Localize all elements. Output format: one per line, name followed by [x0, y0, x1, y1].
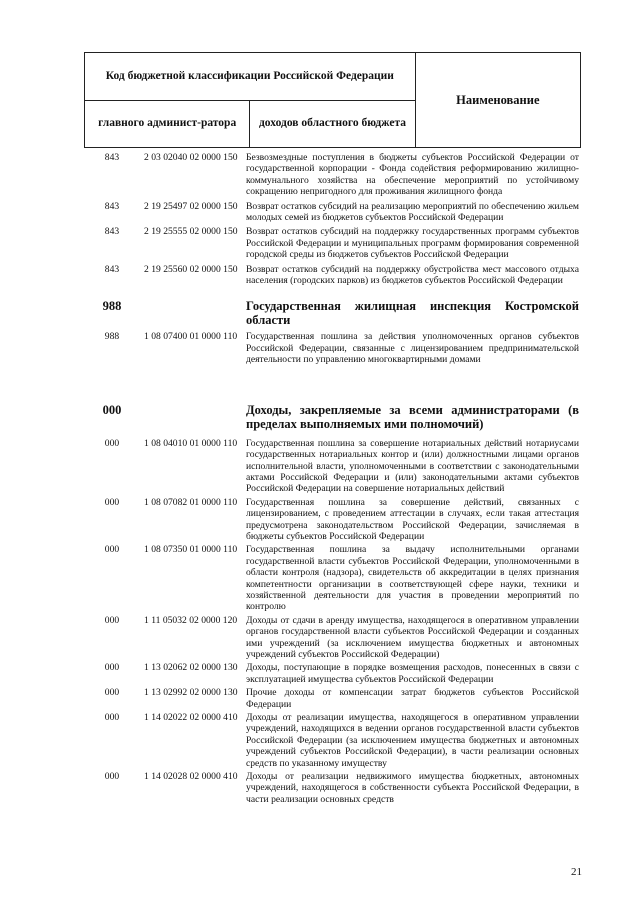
- group-heading: Доходы, закрепляемые за всеми администраторами (в пределах выполняемых ими полномочий): [246, 402, 579, 431]
- budget-code: [140, 299, 246, 327]
- row-name: Государственная пошлина за действия уполномоченных органов субъектов Российской Федерации, связанные с лицензированием предпринимательской деятельности по управлению многоквартирными домами: [246, 331, 579, 366]
- budget-code: 1 08 07082 01 0000 110: [144, 496, 238, 508]
- row-name: Доходы от сдачи в аренду имущества, находящегося в оперативном управлении органов государственной власти субъектов Российской Федерации и созданных ими учреждений (за исключением имущества бюджетных и автономных учреждений субъектов Российской Федерации): [246, 614, 579, 660]
- table-row: [84, 264, 581, 287]
- table-row: [84, 662, 581, 685]
- row-name: Доходы, поступающие в порядке возмещения расходов, понесенных в связи с эксплуатацией имущества субъектов Российской Федерации: [246, 662, 579, 685]
- budget-code: 1 08 04010 01 0000 110: [144, 437, 238, 449]
- admin-code: 000: [104, 544, 120, 556]
- row-name: Доходы от реализации недвижимого имущества бюджетных, автономных учреждений, находящегося в собственности субъекта Российской Федерации, в части реализации основных средств: [246, 771, 579, 805]
- table-row: [84, 615, 581, 661]
- kod-header: Код бюджетной классификации Российской Федерации: [85, 53, 416, 101]
- budget-code: 1 13 02062 02 0000 130: [144, 662, 238, 674]
- row-name: Государственная пошлина за совершение действий, связанных с лицензированием, с проведением аттестации в случаях, если такая аттестация предусмотрена законодательством Российской Федерации, зачисляемая в бюджеты субъектов Российской Федерации: [246, 496, 579, 542]
- budget-code: 1 13 02992 02 0000 130: [144, 687, 238, 699]
- admin-code: 843: [104, 200, 120, 212]
- table-row: [84, 226, 581, 260]
- row-name: Государственная пошлина за совершение нотариальных действий нотариусами государственных нотариальных контор и (или) должностными лицами органов исполнительной власти, уполномоченными в соответствии с законодательными актами Российской Федерации и (или) законодательными актами субъектов Российской Федерации на совершение нотариальных действий: [246, 437, 579, 495]
- admin-code: 000: [104, 771, 120, 783]
- name-header: Наименование: [415, 53, 580, 148]
- budget-code: 2 19 25497 02 0000 150: [144, 200, 238, 212]
- budget-code: [140, 403, 246, 431]
- budget-code: 2 03 02040 02 0000 150: [144, 152, 238, 163]
- row-name: Безвозмездные поступления в бюджеты субъектов Российской Федерации от государственной корпорации - Фонда содействия реформированию жилищно-коммунального хозяйства на обеспечение мероприятий по устойчивому сокращению непригодного для проживания жилищного фонда: [246, 152, 579, 198]
- admin-code: 988: [104, 331, 120, 343]
- table-row: [84, 438, 581, 495]
- admin-code: 843: [104, 152, 120, 163]
- row-name: Доходы от реализации имущества, находящегося в оперативном управлении учреждений, находящихся в ведении органов государственной власти субъектов Российской Федерации (за исключением имущества бюджетных и автономных учреждений субъектов Российской Федерации), в части реализации основных средств по указанному имуществу: [246, 712, 579, 769]
- group-heading-row: [84, 403, 581, 431]
- budget-code: 1 14 02022 02 0000 410: [144, 712, 238, 724]
- row-name: Возврат остатков субсидий на поддержку государственных программ субъектов Российской Федерации и муниципальных программ формирования современной городской среды из бюджетов субъектов Российской Федерации: [246, 226, 579, 261]
- group-heading: Государственная жилищная инспекция Костромской области: [246, 299, 579, 328]
- admin-code: 843: [104, 226, 120, 238]
- admin-code: 000: [104, 614, 120, 626]
- admin-code: 000: [104, 496, 120, 508]
- table-row: [84, 201, 581, 224]
- admin-header: главного админист-ратора: [85, 100, 250, 148]
- admin-code: 000: [102, 402, 122, 417]
- budget-code: 1 08 07400 01 0000 110: [144, 331, 238, 343]
- table-row: [84, 497, 581, 543]
- admin-code: 000: [104, 437, 120, 449]
- budget-code: 2 19 25560 02 0000 150: [144, 263, 238, 275]
- admin-code: 988: [102, 299, 122, 314]
- row-name: Прочие доходы от компенсации затрат бюджетов субъектов Российской Федерации: [246, 687, 579, 710]
- admin-code: 000: [104, 662, 120, 674]
- row-name: Возврат остатков субсидий на поддержку обустройства мест массового отдыха населения (городских парков) из бюджетов субъектов Российской Федерации: [246, 263, 579, 287]
- admin-code: 000: [104, 712, 120, 724]
- table-row: [84, 331, 581, 365]
- budget-code: 1 08 07350 01 0000 110: [144, 544, 238, 556]
- header-table: [84, 52, 581, 148]
- row-name: Государственная пошлина за выдачу исполнительными органами государственной власти субъектов Российской Федерации, уполномоченными в области контроля (надзора), свидетельств об аккредитации в целях признания компетентности организации в соответствующей сфере науки, техники и хозяйственной деятельности для участия в проведении мероприятий по контролю: [246, 544, 579, 613]
- table-row: [84, 687, 581, 710]
- table-row: [84, 544, 581, 612]
- budget-code: 1 11 05032 02 0000 120: [144, 614, 238, 626]
- table-row: [84, 771, 581, 805]
- page-number: 21: [571, 866, 582, 878]
- admin-code: 843: [104, 263, 120, 275]
- table-row: [84, 712, 581, 769]
- income-header: доходов областного бюджета: [250, 100, 415, 148]
- admin-code: 000: [104, 687, 120, 699]
- row-name: Возврат остатков субсидий на реализацию мероприятий по обеспечению жильем молодых семей из бюджетов субъектов Российской Федерации: [246, 200, 579, 224]
- group-heading-row: [84, 299, 581, 327]
- table-row: [84, 152, 581, 198]
- budget-code: 2 19 25555 02 0000 150: [144, 226, 238, 238]
- income-rows: [84, 152, 581, 805]
- budget-code: 1 14 02028 02 0000 410: [144, 771, 238, 783]
